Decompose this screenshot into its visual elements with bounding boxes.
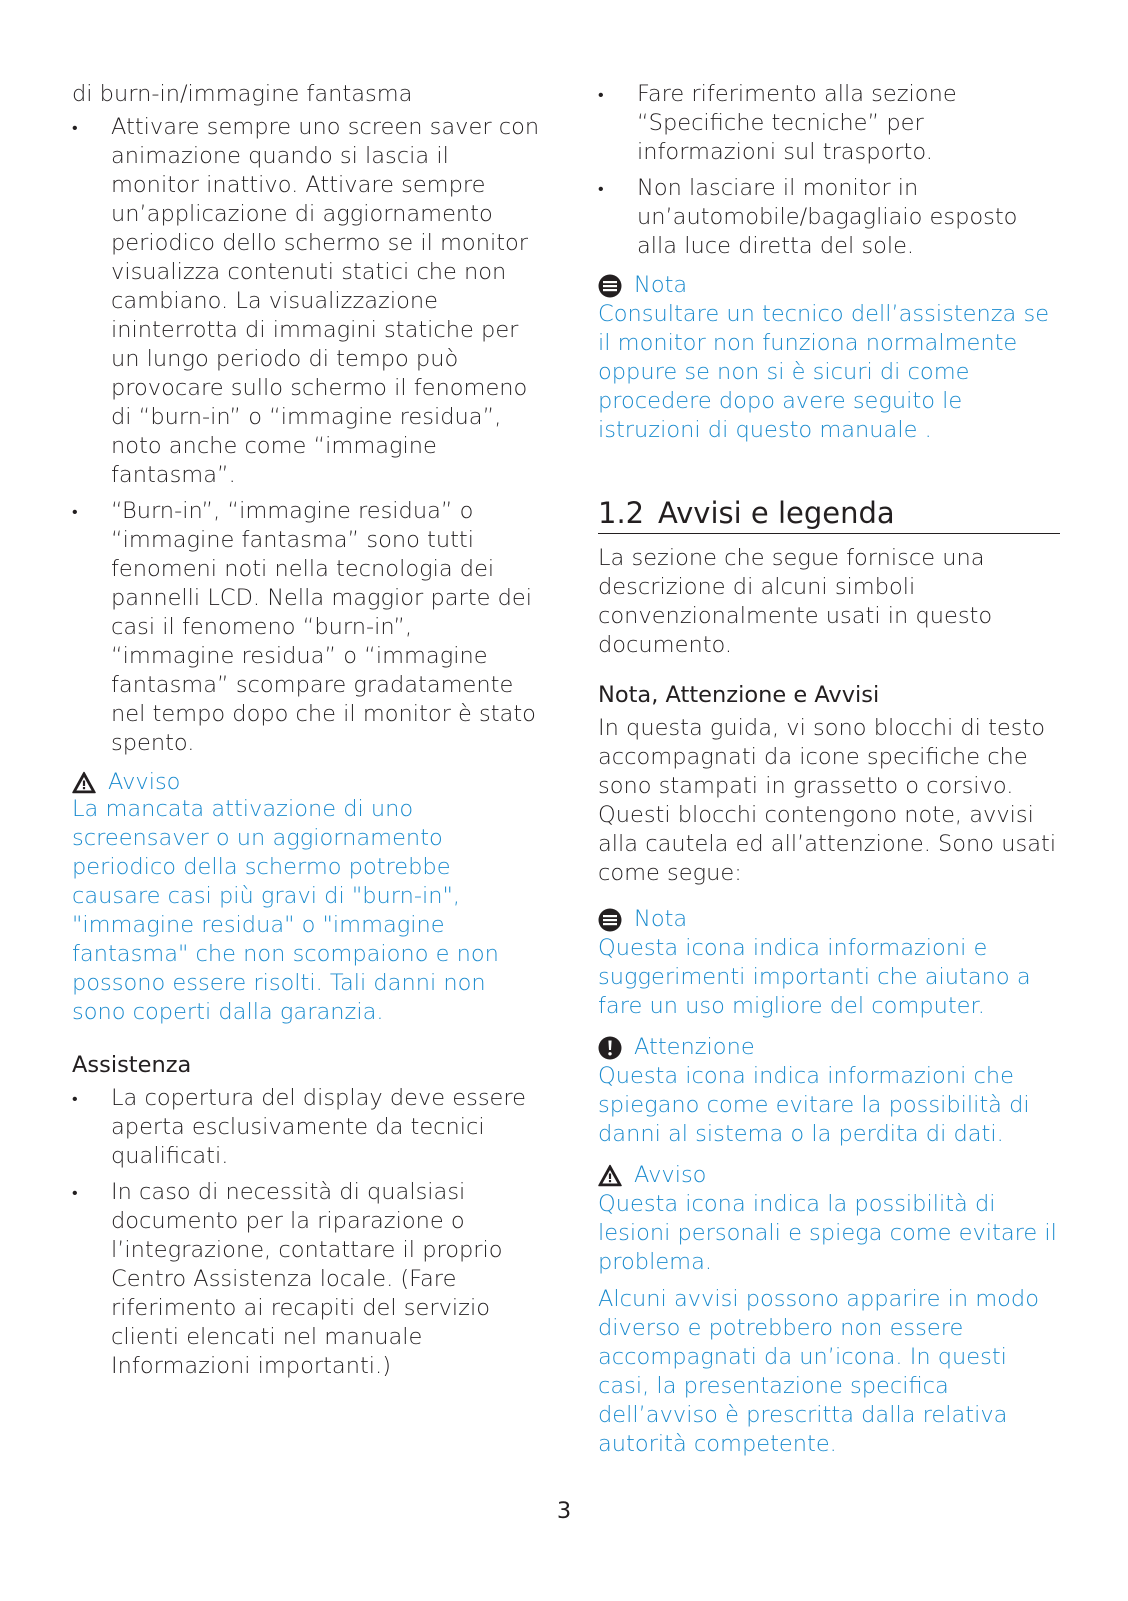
list-item-text: “Burn-in”, “immagine residua” o “immagine fantasma” sono tutti fenomeni noti nella tecnologia dei pannelli LCD. Nella maggior parte dei casi il fenomeno “burn-in”, “immagine residua” o “immagine fantasma” scompare gradatamente nel tempo dopo che il monitor è stato spento. [111,498,536,756]
section-body: In questa guida, vi sono blocchi di testo accompagnati da icone specifiche che sono stampati in grassetto o corsivo. Questi blocchi contengono note, avvisi alla cautela ed all’attenzione. Sono usati come segue: [598,715,1057,886]
section-intro: La sezione che segue fornisce una descrizione di alcuni simboli convenzionalmente usati in questo documento. [598,545,993,658]
transport-bullet-list [598,80,1060,261]
list-item-text: Fare riferimento alla sezione “Specifiche tecniche” per informazioni sul trasporto. [637,81,957,165]
list-item-text: La copertura del display deve essere aperta esclusivamente da tecnici qualificati. [111,1085,526,1169]
list-item [598,80,1060,167]
list-item [72,113,542,490]
list-item [72,1084,542,1171]
assistance-bullet-list [72,1084,542,1381]
warning-legend-callout [598,1161,1060,1459]
intro-text: di burn-in/immagine fantasma [72,81,413,107]
list-item [598,174,1060,261]
warning-label: Avviso [108,769,181,795]
left-column [72,80,542,1388]
exclamation-icon [598,1036,622,1060]
warning-label: Avviso [634,1162,707,1188]
warning-callout [72,768,542,1027]
bullet-dot: • [72,118,78,137]
warning-legend-text: Questa icona indica la possibilità di lesioni personali e spiega come evitare il problema. [598,1191,1057,1275]
assistance-heading: Assistenza [72,1052,192,1078]
notes-subheading: Nota, Attenzione e Avvisi [598,682,880,708]
attention-label: Attenzione [634,1034,755,1060]
note-legend-callout [598,905,1060,1021]
section-number: 1.2 [598,496,645,530]
bullet-dot: • [72,1183,78,1202]
bullet-dot: • [72,502,78,521]
page-number: 3 [556,1498,572,1524]
list-item [72,1178,542,1381]
note-icon [598,908,622,932]
burn-in-bullet-list [72,113,542,758]
warning-legend-extra-text: Alcuni avvisi possono apparire in modo diverso e potrebbero non essere accompagnati da un’icona. In questi casi, la presentazione specifica dell’avviso è prescritta dalla relativa autorità competente. [598,1286,1039,1457]
warning-triangle-icon [72,771,96,795]
section-heading [598,495,1060,534]
note-legend-text: Questa icona indica informazioni e suggerimenti importanti che aiutano a fare un uso migliore del computer. [598,935,1031,1019]
note-label: Nota [634,272,688,298]
warning-triangle-icon [598,1164,622,1188]
list-item-text: Attivare sempre uno screen saver con animazione quando si lascia il monitor inattivo. Attivare sempre un’applicazione di aggiornamento periodico dello schermo se il monitor visualizza contenuti statici che non cambiano. La visualizzazione ininterrotta di immagini statiche per un lungo periodo di tempo può provocare sullo schermo il fenomeno di “burn-in” o “immagine residua”, noto anche come “immagine fantasma”. [111,114,540,488]
note-text: Consultare un tecnico dell’assistenza se il monitor non funziona normalmente oppure se non si è sicuri di come procedere dopo avere seguito le istruzioni di questo manuale . [598,301,1050,443]
bullet-dot: • [598,85,604,104]
list-item-text: In caso di necessità di qualsiasi documento per la riparazione o l’integrazione, contattare il proprio Centro Assistenza locale. (Fare riferimento ai recapiti del servizio clienti elencati nel manuale Informazioni importanti.) [111,1179,503,1379]
list-item-text: Non lasciare il monitor in un’automobile/bagagliaio esposto alla luce diretta del sole. [637,175,1018,259]
bullet-dot: • [72,1089,78,1108]
note-callout [598,271,1060,445]
list-item [72,497,542,758]
right-column [598,80,1060,1459]
note-label: Nota [634,906,688,932]
note-icon [598,274,622,298]
attention-legend-text: Questa icona indica informazioni che spiegano come evitare la possibilità di danni al sistema o la perdita di dati. [598,1063,1030,1147]
bullet-dot: • [598,179,604,198]
warning-text: La mancata attivazione di uno screensaver o un aggiornamento periodico della schermo potrebbe causare casi più gravi di "burn-in", "immagine residua" o "immagine fantasma" che non scompaiono e non possono essere risolti. Tali danni non sono coperti dalla garanzia. [72,796,499,1025]
attention-legend-callout [598,1033,1060,1149]
section-title: Avvisi e legenda [658,496,895,530]
